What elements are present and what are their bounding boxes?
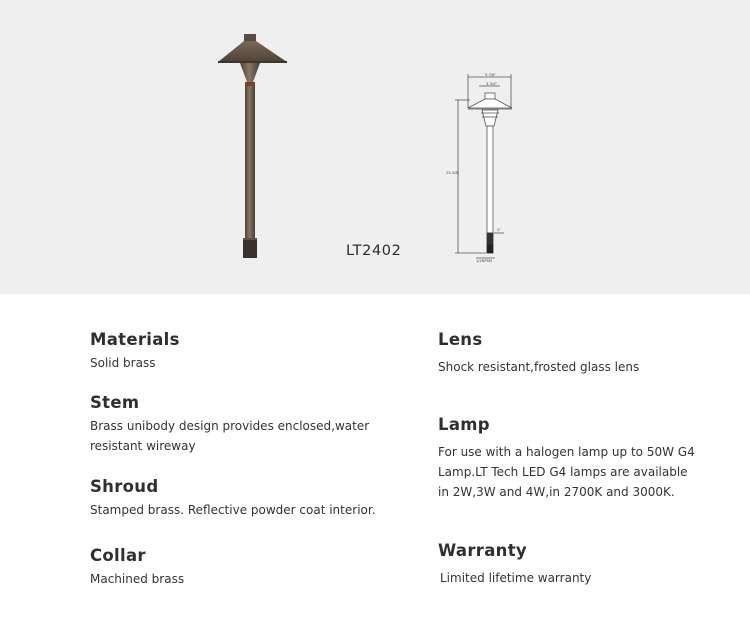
- spec-text: Stamped brass. Reflective powder coat interior.: [90, 503, 376, 517]
- spec-title: Collar: [90, 546, 146, 565]
- spec-text: Shock resistant,frosted glass lens: [438, 360, 640, 374]
- dim-top-width-label: 9-7/8": [485, 73, 497, 77]
- path-light-photo: [218, 34, 287, 258]
- spec-materials: [90, 329, 390, 373]
- model-number: LT2402: [346, 243, 402, 259]
- technical-drawing: [455, 74, 512, 258]
- spec-title: Stem: [90, 393, 140, 412]
- spec-title: Warranty: [438, 541, 527, 560]
- spec-text: For use with a halogen lamp up to 50W G4 Lamp.LT Tech LED G4 lamps are available in 2W,3W and 4W,in 2700K and 3000K.: [438, 445, 695, 499]
- spec-lens: [438, 329, 728, 377]
- spec-text: Machined brass: [90, 572, 185, 586]
- spec-lamp: [438, 414, 698, 502]
- spec-title: Lamp: [438, 415, 490, 434]
- dim-height-label: 23-5/8": [446, 171, 460, 175]
- spec-title: Lens: [438, 330, 483, 349]
- spec-shroud: [90, 476, 410, 520]
- dim-stake-label: 2": [497, 228, 501, 232]
- dim-cap-width-label: 3-3/4": [486, 82, 498, 86]
- spec-text: Brass unibody design provides enclosed,water resistant wireway: [90, 419, 370, 453]
- spec-text: Solid brass: [90, 356, 156, 370]
- spec-title: Materials: [90, 330, 180, 349]
- spec-warranty: [438, 540, 728, 588]
- product-hero: [0, 0, 750, 294]
- spec-title: Shroud: [90, 477, 159, 496]
- spec-stem: [90, 392, 370, 456]
- dim-base-label: 1/2NPSM: [476, 259, 493, 263]
- spec-collar: [90, 545, 390, 589]
- spec-text: Limited lifetime warranty: [440, 571, 592, 585]
